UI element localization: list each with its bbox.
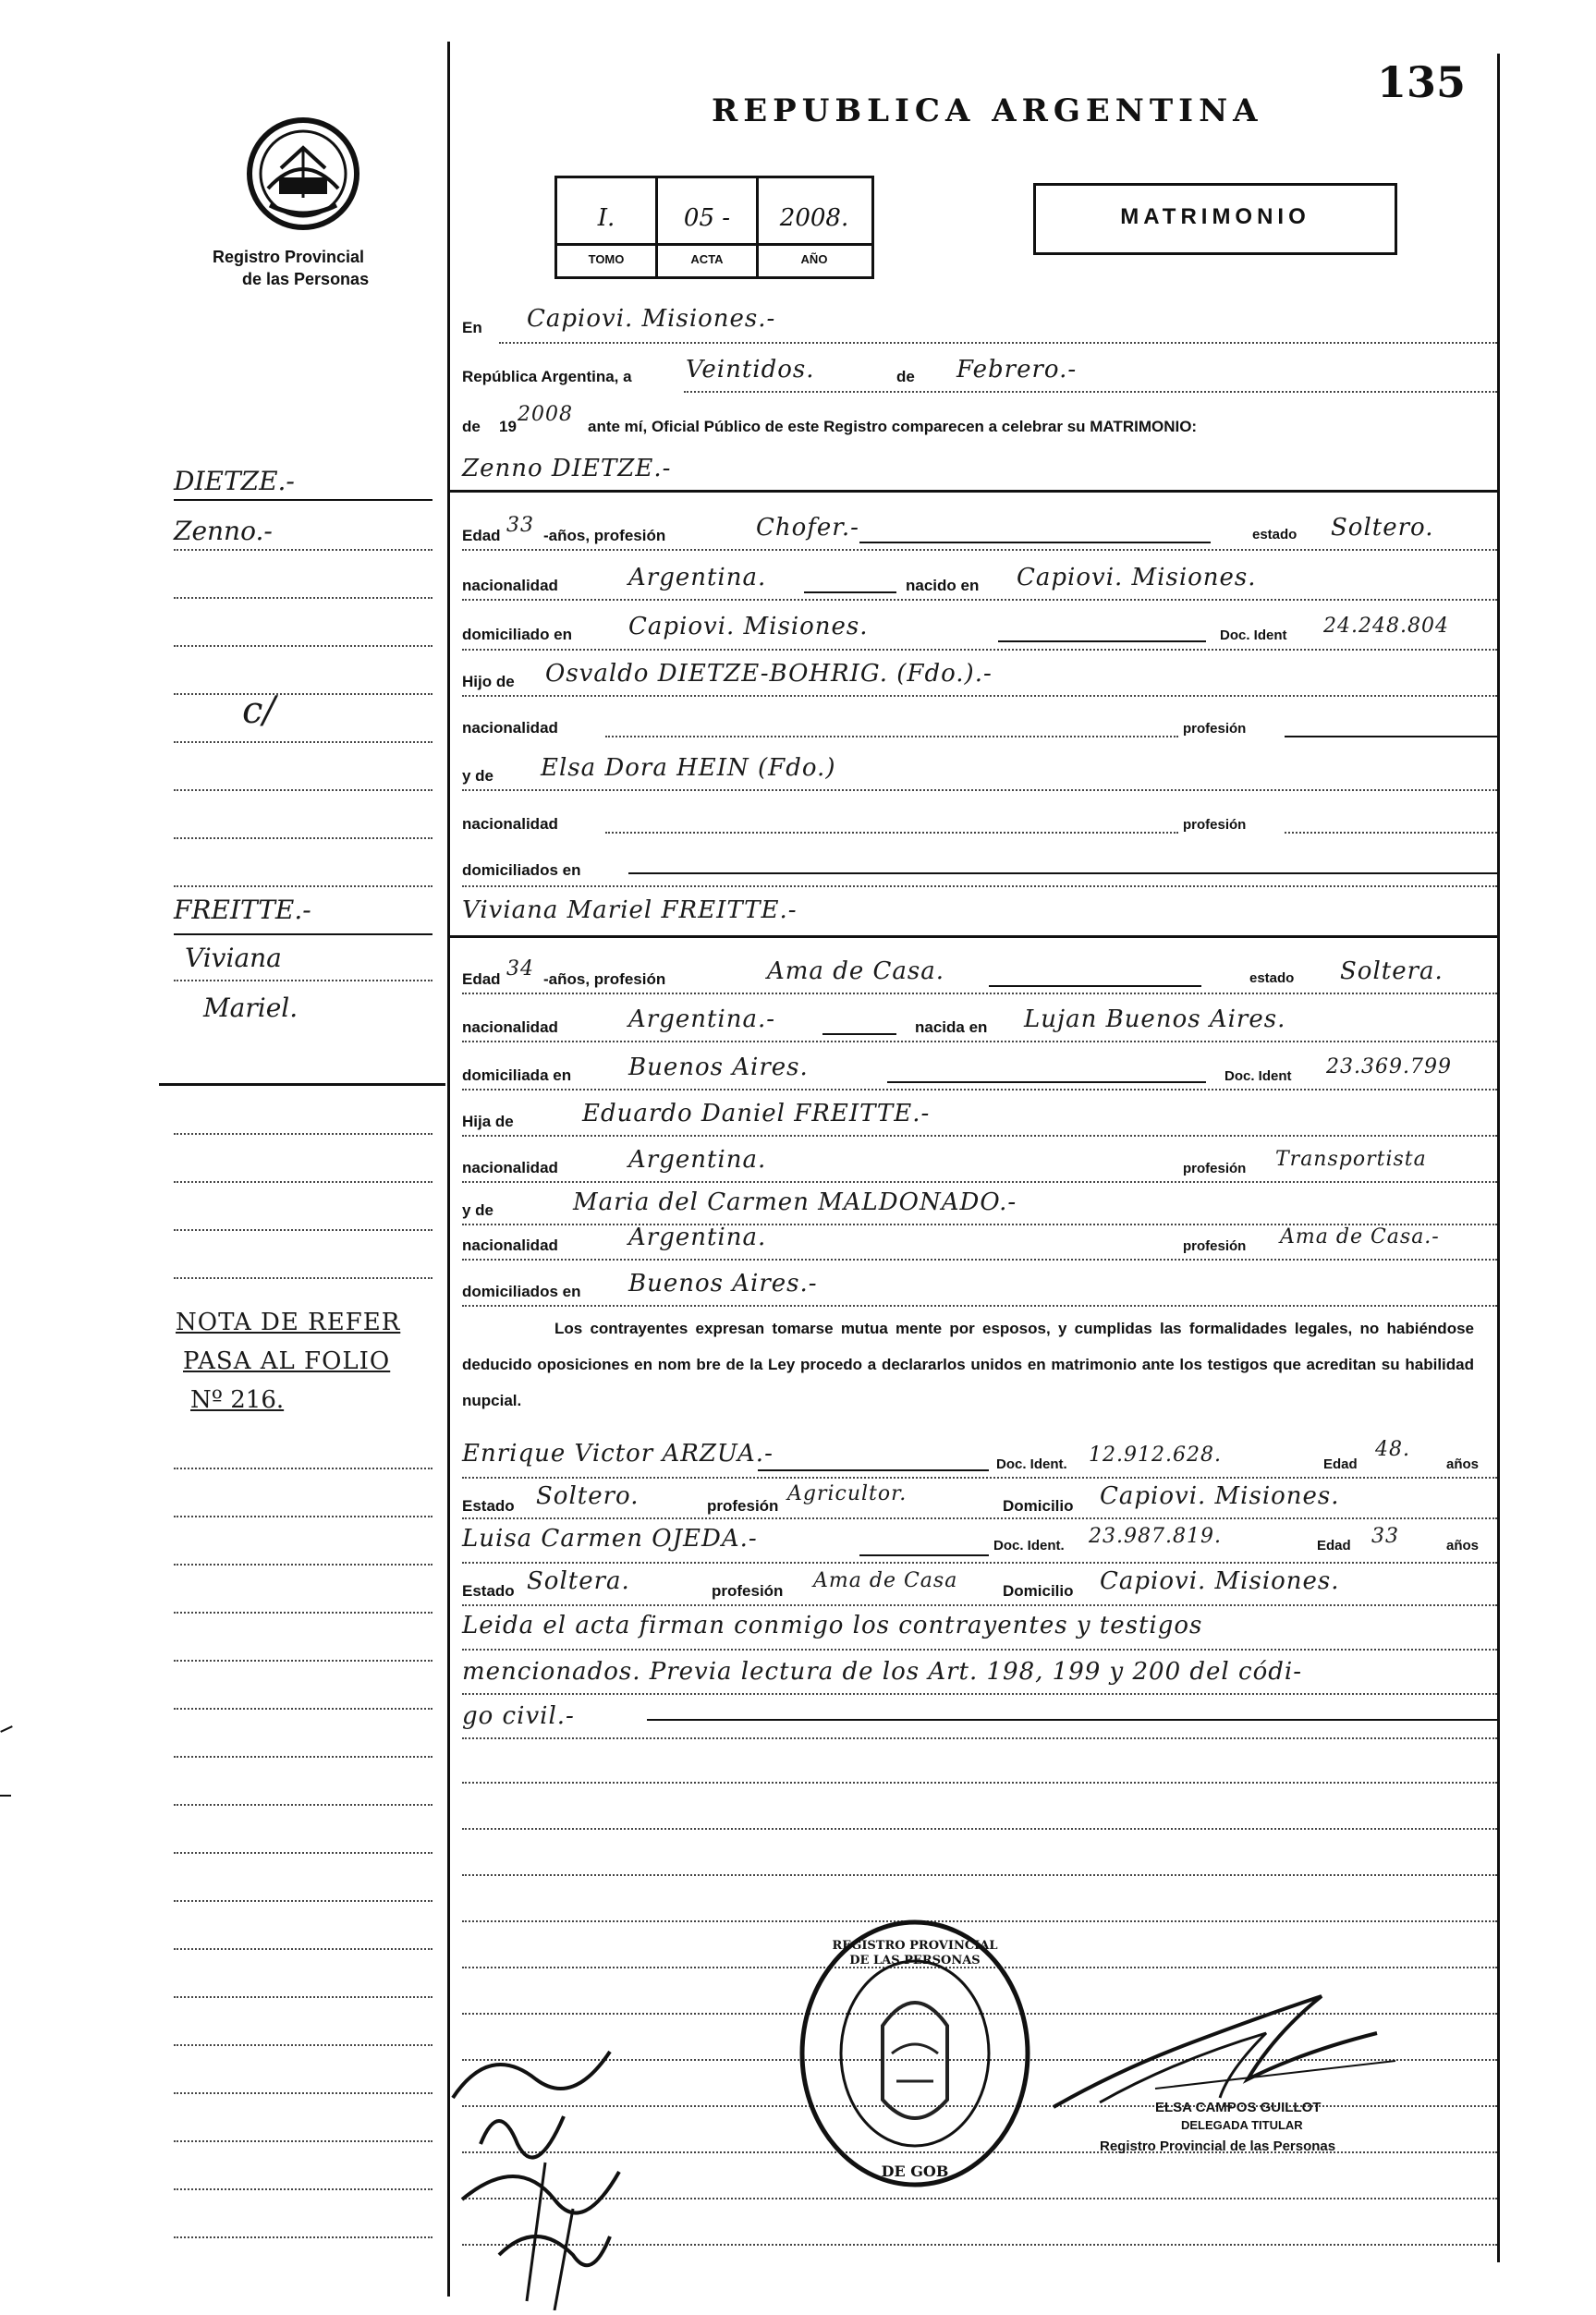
witness1-name: Enrique Victor ARZUA.- [462, 1440, 774, 1468]
bride-father-prof: Transportista [1275, 1148, 1427, 1171]
en-label: En [462, 319, 482, 336]
margin-bride-name1: Viviana [185, 943, 282, 973]
margin-bride-surname: FREITTE.- [174, 895, 311, 925]
right-margin-rule [1497, 54, 1500, 2262]
margin-conjunction: c/ [242, 689, 275, 732]
witness2-estado-label: Estado [462, 1582, 515, 1600]
act-type-box [1033, 183, 1397, 255]
bride-yde-label: y de [462, 1201, 494, 1219]
groom-nacionalidad-label: nacionalidad [462, 577, 558, 594]
bride-hija-label: Hija de [462, 1113, 514, 1130]
witness1-estado-label: Estado [462, 1497, 515, 1515]
registry-name-line1: Registro Provincial [213, 248, 365, 266]
groom-father: Osvaldo DIETZE-BOHRIG. (Fdo.).- [545, 660, 993, 688]
bride-domiciliada-label: domiciliada en [462, 1066, 572, 1084]
bride-doc: 23.369.799 [1326, 1055, 1452, 1078]
closing-line3: go civil.- [462, 1702, 575, 1730]
groom-birthplace: Capiovi. Misiones. [1017, 564, 1257, 591]
groom-full-name: Zenno DIETZE.- [462, 455, 672, 482]
groom-mother-prof-label: profesión [1183, 817, 1247, 833]
seal-bottom-text: DE GOB [881, 2163, 949, 2180]
record-number-box [554, 176, 874, 279]
year-value: 2008 [518, 403, 573, 426]
registry-name-line2: de las Personas [242, 270, 370, 288]
bride-father-nat: Argentina. [628, 1146, 767, 1174]
de-year-label: de [462, 418, 481, 435]
bride-estado-label: estado [1249, 970, 1295, 986]
witness2-domicile: Capiovi. Misiones. [1100, 1567, 1340, 1595]
left-margin-rule [447, 42, 450, 2297]
republica-label: República Argentina, a [462, 368, 632, 385]
bride-nacionalidad-label: nacionalidad [462, 1018, 558, 1036]
groom-father-prof-label: profesión [1183, 721, 1247, 737]
witness1-edad-label: Edad [1323, 1456, 1358, 1472]
groom-anos-profesion-label: -años, profesión [543, 527, 666, 544]
witness1-doc: 12.912.628. [1089, 1444, 1222, 1467]
margin-note-line3: Nº 216. [190, 1386, 285, 1414]
officer-registry: Registro Provincial de las Personas [1100, 2138, 1336, 2154]
groom-profession: Chofer.- [756, 514, 859, 542]
witness2-edad-label: Edad [1317, 1538, 1351, 1553]
groom-nacido-label: nacido en [906, 577, 980, 594]
groom-estado-label: estado [1252, 527, 1298, 542]
bride-domiciliados-label: domiciliados en [462, 1283, 581, 1300]
acta-value: 05 - [683, 204, 731, 232]
bride-mother-prof: Ama de Casa.- [1280, 1225, 1440, 1249]
officer-name: ELSA CAMPOS GUILLOT [1155, 2100, 1322, 2115]
official-seal [795, 1915, 1035, 2192]
misiones-emblem [242, 113, 364, 235]
officer-title: DELEGADA TITULAR [1181, 2118, 1303, 2132]
witness1-profession: Agricultor. [787, 1482, 908, 1505]
groom-domicile: Capiovi. Misiones. [628, 613, 869, 640]
groom-estado: Soltero. [1331, 514, 1434, 542]
place-value: Capiovi. Misiones.- [527, 305, 776, 333]
witness2-age: 33 [1371, 1525, 1399, 1548]
bride-doc-label: Doc. Ident [1224, 1068, 1292, 1084]
bride-nationality: Argentina.- [628, 1005, 776, 1033]
groom-father-nat-label: nacionalidad [462, 719, 558, 737]
seal-ring-text: REGISTRO PROVINCIAL DE LAS PERSONAS [832, 1939, 998, 1968]
groom-hijo-label: Hijo de [462, 673, 515, 690]
margin-groom-surname: DIETZE.- [174, 466, 295, 496]
groom-mother: Elsa Dora HEIN (Fdo.) [541, 754, 836, 782]
groom-mother-nat-label: nacionalidad [462, 815, 558, 833]
witness2-doc: 23.987.819. [1089, 1525, 1222, 1548]
margin-note-line2: PASA AL FOLIO [183, 1347, 391, 1375]
contrayentes-testigos-signatures [434, 2015, 675, 2310]
tomo-label: TOMO [588, 252, 625, 266]
witness2-estado: Soltera. [527, 1567, 630, 1595]
month-value: Febrero.- [956, 356, 1078, 384]
witness2-profesion-label: profesión [712, 1582, 784, 1600]
bride-profession: Ama de Casa. [767, 957, 944, 985]
witness2-domicilio-label: Domicilio [1003, 1582, 1074, 1600]
tomo-value: I. [597, 204, 615, 232]
bride-parents-domicile: Buenos Aires.- [628, 1270, 818, 1298]
groom-domiciliados-label: domiciliados en [462, 861, 581, 879]
bride-anos-profesion-label: -años, profesión [543, 970, 666, 988]
groom-nationality: Argentina. [628, 564, 767, 591]
folio-number: 135 [1377, 57, 1467, 107]
groom-yde-label: y de [462, 767, 494, 785]
bride-father-nat-label: nacionalidad [462, 1159, 558, 1176]
country-title: REPUBLICA ARGENTINA [712, 92, 1263, 129]
closing-line2: mencionados. Previa lectura de los Art. 198, 199 y 200 del códi- [462, 1658, 1302, 1686]
witness1-anos-label: años [1446, 1456, 1480, 1472]
day-value: Veintidos. [686, 356, 815, 384]
witness2-profession: Ama de Casa [813, 1569, 958, 1592]
groom-doc-label: Doc. Ident [1220, 627, 1287, 643]
witness1-domicile: Capiovi. Misiones. [1100, 1482, 1340, 1510]
bride-mother-nat-label: nacionalidad [462, 1237, 558, 1254]
bride-mother-prof-label: profesión [1183, 1238, 1247, 1254]
act-type-label: MATRIMONIO [1120, 204, 1310, 229]
groom-doc: 24.248.804 [1323, 615, 1449, 638]
bride-birthplace: Lujan Buenos Aires. [1024, 1005, 1286, 1033]
groom-domiciliado-label: domiciliado en [462, 626, 573, 643]
closing-line1: Leida el acta firman conmigo los contrayentes y testigos [462, 1612, 1203, 1639]
bride-full-name: Viviana Mariel FREITTE.- [462, 896, 798, 924]
bride-nacida-label: nacida en [915, 1018, 988, 1036]
acta-label: ACTA [690, 252, 724, 266]
witness2-anos-label: años [1446, 1538, 1480, 1553]
ante-text: ante mí, Oficial Público de este Registro comparecen a celebrar su MATRIMONIO: [588, 418, 1198, 435]
witness1-profesion-label: profesión [707, 1497, 779, 1515]
ano-value: 2008. [779, 204, 849, 232]
groom-age: 33 [506, 514, 534, 537]
groom-edad-label: Edad [462, 527, 501, 544]
bride-father: Eduardo Daniel FREITTE.- [582, 1100, 931, 1127]
margin-bride-name2: Mariel. [203, 993, 298, 1023]
witness2-name: Luisa Carmen OJEDA.- [462, 1525, 758, 1553]
officer-signature [1044, 1978, 1414, 2116]
bride-father-prof-label: profesión [1183, 1161, 1247, 1176]
ano-label: AÑO [800, 252, 828, 266]
bride-domicile: Buenos Aires. [628, 1054, 809, 1081]
witness1-doc-label: Doc. Ident. [996, 1456, 1067, 1472]
year-prefix: 19 [499, 418, 517, 435]
bride-estado: Soltera. [1340, 957, 1444, 985]
witness1-age: 48. [1375, 1438, 1410, 1461]
bride-mother: Maria del Carmen MALDONADO.- [573, 1188, 1017, 1216]
bride-age: 34 [506, 957, 534, 981]
bride-edad-label: Edad [462, 970, 501, 988]
declaration-text: Los contrayentes expresan tomarse mutua mente por esposos, y cumplidas las formalidades legales, no habiéndose deducido oposiciones en nom bre de la Ley procedo a declararlos unidos en matrimonio ante los testigos que acreditan su habilidad nupcial. [462, 1320, 1474, 1409]
de-label: de [896, 368, 915, 385]
witness1-domicilio-label: Domicilio [1003, 1497, 1074, 1515]
bride-mother-nat: Argentina. [628, 1224, 767, 1251]
margin-groom-name: Zenno.- [174, 516, 273, 546]
witness1-estado: Soltero. [536, 1482, 640, 1510]
margin-note-line1: NOTA DE REFER [176, 1309, 401, 1336]
witness2-doc-label: Doc. Ident. [993, 1538, 1065, 1553]
